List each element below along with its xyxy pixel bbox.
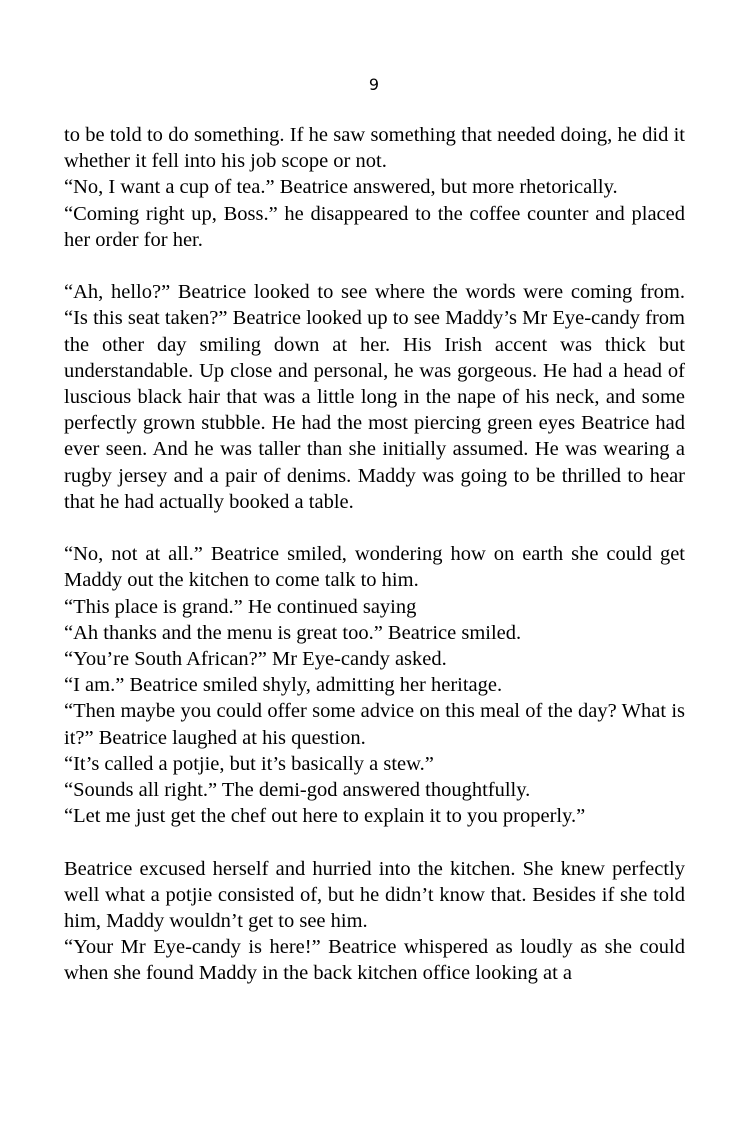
paragraph-gap bbox=[64, 515, 685, 541]
paragraph: “No, I want a cup of tea.” Beatrice answered, but more rhetorically. bbox=[64, 176, 618, 199]
paragraph: “You’re South African?” Mr Eye-candy asked. bbox=[64, 648, 447, 671]
paragraph: “I am.” Beatrice smiled shyly, admitting her heritage. bbox=[64, 674, 503, 697]
paragraph: to be told to do something. If he saw something that needed doing, he did it whether it fell into his job scope or not. bbox=[64, 124, 685, 173]
paragraph: “Ah, hello?” Beatrice looked to see where the words were coming from. “Is this seat taken?” Beatrice looked up to see Maddy’s Mr Eye-candy from the other day smiling down at her. His Irish accent was thick but understandable. Up close and personal, he was gorgeous. He had a head of luscious black hair that was a little long in the nape of his neck, and some perfectly grown stubble. He had the most piercing green eyes Beatrice had ever seen. And he was taller than she initially assumed. He was wearing a rugby jersey and a pair of denims. Maddy was going to be thrilled to hear that he had actually booked a table. bbox=[64, 281, 685, 513]
paragraph-gap bbox=[64, 253, 685, 279]
paragraph: Beatrice excused herself and hurried into the kitchen. She knew perfectly well what a potjie consisted of, but he didn’t know that. Besides if she told him, Maddy wouldn’t get to see him. bbox=[64, 857, 685, 933]
paragraph: “Let me just get the chef out here to explain it to you properly.” bbox=[64, 805, 586, 828]
paragraph: “Sounds all right.” The demi-god answered thoughtfully. bbox=[64, 779, 531, 802]
body-text bbox=[64, 122, 685, 987]
paragraph: “Coming right up, Boss.” he disappeared to the coffee counter and placed her order for her. bbox=[64, 202, 685, 251]
paragraph: “Then maybe you could offer some advice on this meal of the day? What is it?” Beatrice laughed at his question. bbox=[64, 700, 685, 749]
paragraph-gap bbox=[64, 829, 685, 855]
paragraph: “Your Mr Eye-candy is here!” Beatrice whispered as loudly as she could when she found Maddy in the back kitchen office looking at a bbox=[64, 936, 685, 985]
paragraph: “No, not at all.” Beatrice smiled, wondering how on earth she could get Maddy out the kitchen to come talk to him. bbox=[64, 543, 685, 592]
paragraph: “Ah thanks and the menu is great too.” Beatrice smiled. bbox=[64, 621, 522, 644]
paragraph: “This place is grand.” He continued saying bbox=[64, 595, 417, 618]
paragraph: “It’s called a potjie, but it’s basically a stew.” bbox=[64, 752, 434, 775]
page-number: 9 bbox=[368, 75, 380, 94]
